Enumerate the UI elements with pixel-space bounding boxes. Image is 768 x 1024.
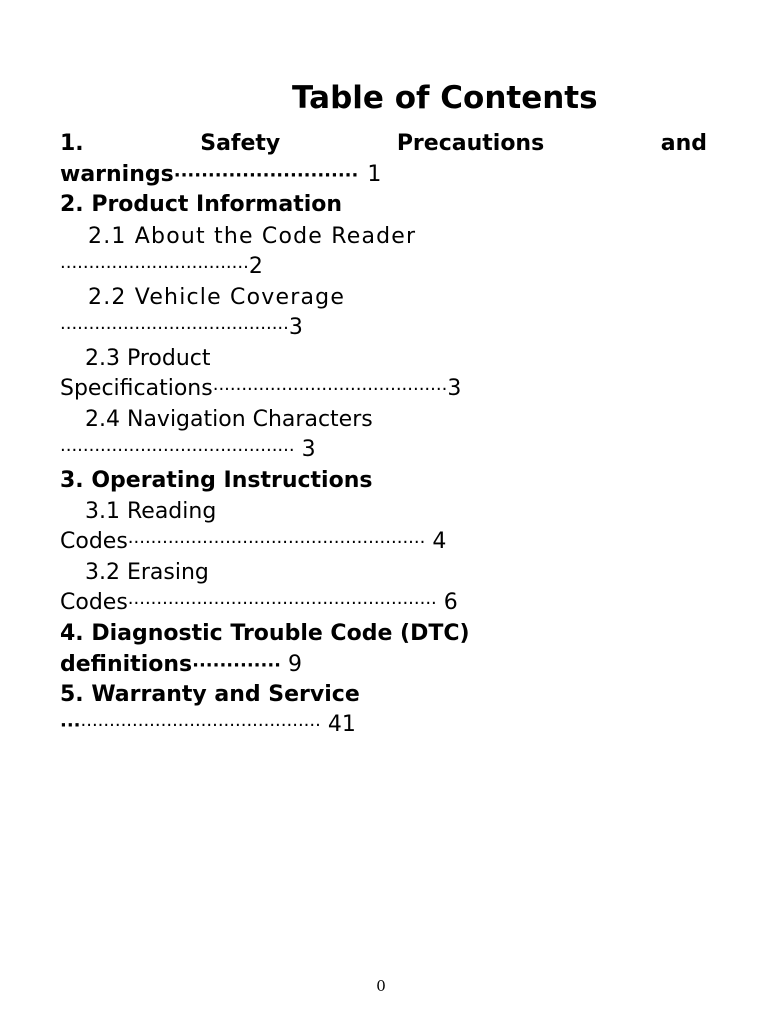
toc-word: Safety — [200, 131, 281, 156]
toc-word: 1. — [60, 131, 84, 156]
toc-page-number: 6 — [443, 590, 458, 615]
toc-entry-warranty-service-leader-line — [60, 710, 356, 741]
toc-leader: ········································· — [212, 379, 448, 400]
toc-entry-navigation-characters-leader-line — [60, 435, 316, 466]
toc-entry-product-information[interactable]: 2. Product Information — [60, 192, 343, 217]
toc-entry-safety-line2[interactable] — [60, 160, 381, 191]
page-title: Table of Contents — [292, 80, 598, 116]
toc-leader: ································· — [60, 257, 249, 278]
toc-leader: ······················································ — [127, 593, 437, 614]
toc-entry-product-specifications-line2 — [60, 374, 461, 405]
toc-entry-about-code-reader[interactable]: 2.1 About the Code Reader — [88, 224, 417, 249]
toc-page-number: 9 — [288, 652, 303, 677]
toc-entry-vehicle-coverage-leader-line — [60, 313, 303, 344]
toc-entry-reading-codes[interactable]: 3.1 Reading — [85, 499, 217, 524]
toc-word: and — [660, 131, 707, 156]
toc-page-number: 1 — [367, 162, 382, 187]
toc-label: warnings — [60, 162, 174, 187]
toc-entry-erasing-codes-line2 — [60, 588, 458, 619]
toc-page-number: 2 — [248, 254, 263, 279]
toc-page-number: 4 — [432, 529, 447, 554]
toc-word: Precautions — [396, 131, 545, 156]
toc-label: Codes — [60, 590, 128, 615]
toc-page-number: 3 — [301, 437, 316, 462]
toc-leader: ············· — [192, 655, 282, 676]
toc-leader: ········································ — [60, 318, 289, 339]
toc-leader: ···················································· — [127, 532, 426, 553]
toc-page-number: 41 — [327, 712, 356, 737]
toc-entry-dtc-definitions-line2 — [60, 650, 302, 681]
toc-entry-dtc-definitions[interactable]: 4. Diagnostic Trouble Code (DTC) — [60, 621, 470, 646]
toc-page-number: 3 — [447, 376, 462, 401]
footer-page-number: 0 — [376, 977, 386, 995]
toc-leader: ··························· — [173, 165, 359, 186]
toc-entry-product-specifications[interactable]: 2.3 Product — [85, 346, 211, 371]
toc-leader: ········································· — [60, 440, 295, 461]
toc-entry-vehicle-coverage[interactable]: 2.2 Vehicle Coverage — [88, 285, 346, 310]
toc-label: definitions — [60, 652, 193, 677]
toc-entry-warranty-service[interactable]: 5. Warranty and Service — [60, 682, 360, 707]
toc-entry-reading-codes-line2 — [60, 527, 446, 558]
toc-label: Specifications — [60, 376, 213, 401]
toc-entry-erasing-codes[interactable]: 3.2 Erasing — [85, 560, 209, 585]
toc-leader-bold: ··· — [60, 715, 81, 736]
toc-entry-safety-line1[interactable] — [60, 129, 707, 159]
toc-entry-operating-instructions[interactable]: 3. Operating Instructions — [60, 468, 373, 493]
toc-page-number: 3 — [288, 315, 303, 340]
toc-entry-about-code-reader-leader-line — [60, 252, 263, 283]
toc-label: Codes — [60, 529, 128, 554]
toc-leader: ·········································· — [80, 715, 321, 736]
toc-entry-navigation-characters[interactable]: 2.4 Navigation Characters — [85, 407, 373, 432]
